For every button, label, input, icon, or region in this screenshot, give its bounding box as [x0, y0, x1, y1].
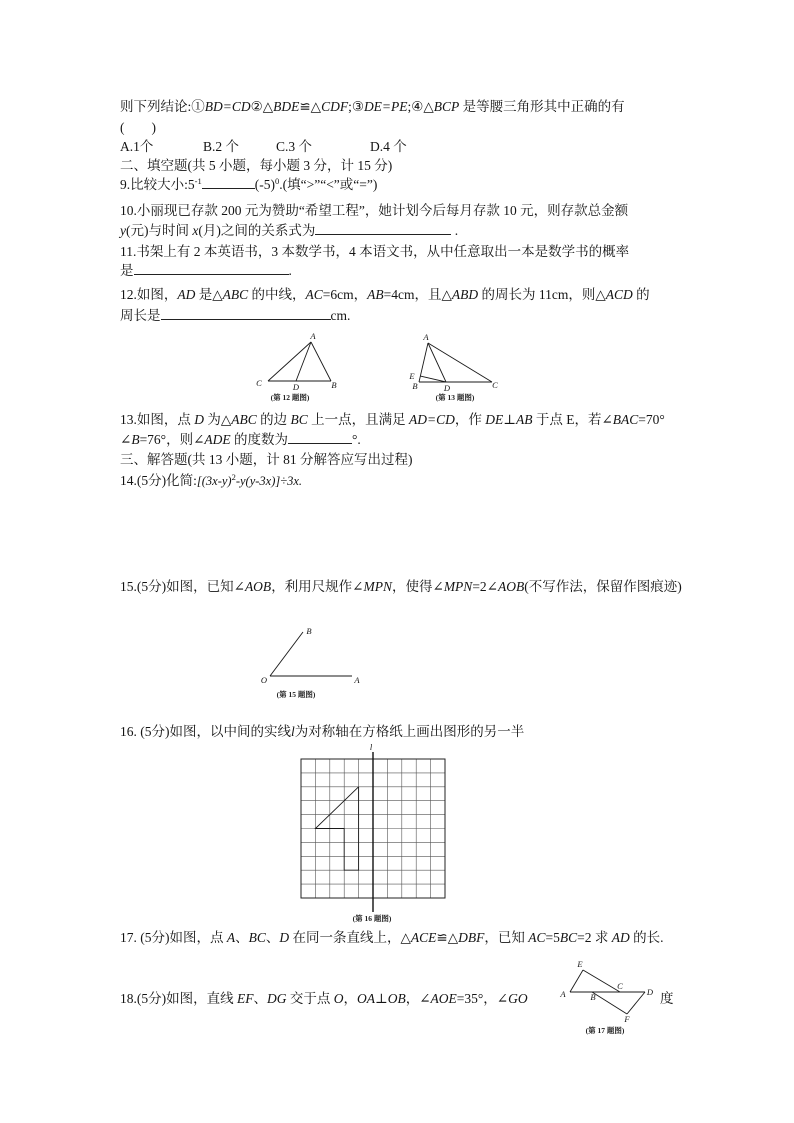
q17-text: =5	[545, 930, 560, 945]
figure-13-caption: (第 13 题图)	[435, 393, 475, 402]
segment-ab	[311, 342, 331, 381]
q14-text: 14.(5分)化简:	[120, 473, 197, 488]
q17-text: ≌△	[436, 930, 459, 945]
point-label-c: C	[256, 378, 262, 388]
q17-math: AD	[611, 930, 630, 945]
q18-text: 、	[253, 991, 267, 1006]
q12-text: =4cm，且△	[383, 287, 452, 302]
q9-text: .(填“>”“<”或“=”)	[279, 177, 378, 192]
figure-17-caption: (第 17 题图)	[585, 1026, 625, 1035]
figure-15-angle	[250, 622, 370, 702]
question-11-line-2	[120, 262, 292, 279]
question-10-line-2	[120, 222, 458, 239]
point-label-d: D	[443, 383, 451, 393]
q12-text: 是△	[195, 287, 223, 302]
q8-option-c: C.3 个	[276, 139, 313, 154]
q10-text: .	[451, 223, 459, 238]
segment-ac	[268, 342, 311, 381]
q9-answer-blank	[202, 177, 255, 189]
q15-text: 15.(5分)如图，已知∠	[120, 579, 245, 594]
point-label-b: B	[331, 380, 337, 390]
q8-text: ;④△	[407, 99, 434, 114]
q8-math: BD=CD	[204, 99, 251, 114]
question-8-stem	[120, 98, 625, 115]
q17-text: 、	[235, 930, 249, 945]
q16-text: 为对称轴在方格纸上画出图形的另一半	[294, 724, 525, 739]
q13-text: ∠	[120, 432, 132, 447]
q17-math: BC	[559, 930, 578, 945]
q8-math: BDE	[273, 99, 300, 114]
q8-options	[120, 138, 420, 155]
q18-text: 18.(5分)如图，直线	[120, 991, 237, 1006]
q8-text: 则下列结论:①	[120, 99, 205, 114]
point-label-c: C	[492, 380, 498, 390]
q13-math: AD=CD	[409, 412, 455, 427]
figure-17-congruent-triangles	[550, 955, 665, 1037]
q13-text: =76°，则∠	[139, 432, 205, 447]
q17-text: 的长.	[629, 930, 664, 945]
q17-math: BC	[248, 930, 266, 945]
q13-answer-blank	[288, 432, 352, 444]
q8-text: ≌△	[299, 99, 322, 114]
question-17	[120, 929, 664, 946]
q14-expression: [(3x-y)	[196, 474, 232, 488]
q9-exponent: 0	[274, 176, 280, 186]
q18-text: 交于点	[286, 991, 334, 1006]
q12-text: 12.如图，	[120, 287, 178, 302]
question-13-line-1	[120, 411, 665, 428]
point-label-a: A	[423, 332, 429, 342]
point-label-e: E	[577, 959, 583, 969]
figure-16-caption: (第 16 题图)	[352, 914, 392, 923]
q8-option-a: A.1个	[120, 139, 154, 154]
question-12-line-2	[120, 307, 350, 324]
q12-text: cm.	[330, 308, 351, 323]
figure-15-caption: (第 15 题图)	[276, 690, 316, 699]
q11-text: 是	[120, 263, 134, 278]
q15-math: AOB	[498, 579, 525, 594]
q10-math: x	[192, 223, 199, 238]
question-13-line-2	[120, 431, 361, 448]
q12-text: 的中线，	[248, 287, 306, 302]
q9-text: (-5)	[254, 177, 275, 192]
q17-text: =2 求	[577, 930, 612, 945]
q17-math: D	[279, 930, 290, 945]
q12-text: 周长是	[120, 308, 161, 323]
q12-math: AD	[177, 287, 196, 302]
q15-text: ，利用尺规作∠	[271, 579, 364, 594]
section-2-heading: 二、填空题(共 5 小题，每小题 3 分，计 15 分)	[120, 158, 393, 173]
q9-exponent: -1	[194, 176, 202, 186]
point-label-c: C	[617, 981, 623, 991]
q15-text: =2∠	[472, 579, 498, 594]
q17-math: DBF	[458, 930, 485, 945]
q14-expression: -y(y-3x)]÷3x.	[235, 474, 303, 488]
q18-text: ⊥	[375, 991, 388, 1006]
q10-text: (月)之间的关系式为	[198, 223, 316, 238]
q15-math: AOB	[244, 579, 272, 594]
question-11-line-1: 11.书架上有 2 本英语书，3 本数学书，4 本语文书，从中任意取出一本是数学书的概率	[120, 244, 630, 259]
q13-text: 于点 E，若∠	[532, 412, 613, 427]
q10-math: y	[120, 223, 126, 238]
q12-text: 的	[632, 287, 650, 302]
point-label-b: B	[412, 381, 418, 391]
q18-math: AOE	[430, 991, 457, 1006]
point-label-b: B	[590, 992, 596, 1002]
question-15	[120, 578, 682, 595]
q8-answer-parentheses: ( )	[120, 120, 156, 135]
q13-text: 13.如图，点	[120, 412, 195, 427]
q13-text: 为△	[204, 412, 232, 427]
point-label-e: E	[409, 371, 415, 381]
q13-math: ABC	[231, 412, 257, 427]
figure-12-caption: (第 12 题图)	[270, 393, 310, 402]
point-label-a: A	[354, 675, 360, 685]
segment-ab	[419, 343, 428, 382]
q15-math: MPN	[363, 579, 392, 594]
q9-text: 9.比较大小:5	[120, 177, 195, 192]
q18-math: OA	[357, 991, 375, 1006]
q12-math: AC	[305, 287, 323, 302]
q8-text: ②△	[250, 99, 274, 114]
q17-math: AC	[528, 930, 546, 945]
q18-math: OB	[387, 991, 406, 1006]
point-label-f: F	[624, 1014, 630, 1024]
q11-text: .	[288, 263, 292, 278]
segment-ad	[296, 342, 311, 381]
q8-math: BCP	[433, 99, 460, 114]
figure-12-triangle	[250, 328, 350, 404]
q18-math: DG	[267, 991, 287, 1006]
q17-text: ，已知	[484, 930, 529, 945]
q14-exponent: 2	[231, 472, 236, 482]
q8-text: ;③	[348, 99, 364, 114]
point-label-b: B	[306, 626, 312, 636]
q18-math: GO	[508, 991, 528, 1006]
segment-de	[420, 376, 446, 382]
q13-math: DE⊥AB	[485, 412, 533, 427]
question-18	[120, 990, 528, 1007]
q12-text: 的周长为 11cm，则△	[478, 287, 606, 302]
segment-ae	[570, 970, 583, 992]
q17-math: ACE	[410, 930, 437, 945]
q15-text: ，使得∠	[392, 579, 444, 594]
q18-math: EF	[237, 991, 254, 1006]
question-10-line-1: 10.小丽现已存款 200 元为赞助“希望工程”，她计划今后每月存款 10 元，则存款总金额	[120, 203, 629, 218]
q16-math: l	[291, 724, 295, 739]
question-12-line-1	[120, 286, 650, 303]
point-label-d: D	[646, 987, 654, 997]
q13-text: ，作	[454, 412, 486, 427]
q11-answer-blank	[134, 263, 289, 275]
q12-text: =6cm，	[322, 287, 368, 302]
q8-text: 是等腰三角形其中正确的有	[459, 99, 625, 114]
q12-math: ABD	[451, 287, 479, 302]
q10-text: (元)与时间	[126, 223, 193, 238]
point-label-a: A	[560, 989, 566, 999]
q13-text: °.	[352, 432, 361, 447]
q17-math: A	[226, 930, 236, 945]
q8-option-b: B.2 个	[203, 139, 240, 154]
q13-math: BAC	[612, 412, 639, 427]
q10-answer-blank	[315, 223, 451, 235]
q12-math: AB	[367, 287, 384, 302]
point-label-o: O	[260, 675, 268, 685]
section-3-heading: 三、解答题(共 13 小题，计 81 分解答应写出过程)	[120, 452, 413, 467]
q13-text: 的边	[256, 412, 291, 427]
segment-ec	[583, 970, 620, 992]
question-9	[120, 176, 377, 193]
q15-text: (不写作法，保留作图痕迹)	[524, 579, 682, 594]
q8-math: CDF	[321, 99, 349, 114]
q15-math: MPN	[443, 579, 473, 594]
q13-math: B	[131, 432, 140, 447]
q17-text: 、	[265, 930, 280, 945]
q12-answer-blank	[161, 308, 331, 320]
question-14	[120, 472, 302, 490]
figure-16-grid	[295, 742, 455, 926]
segment-bf	[592, 992, 627, 1014]
q18-trailing-unit: 度	[660, 991, 674, 1006]
q13-text: 的度数为	[230, 432, 289, 447]
q18-text: ，∠	[405, 991, 431, 1006]
q18-text: ，	[343, 991, 357, 1006]
q17-text: 17. (5分)如图，点	[120, 930, 227, 945]
segment-fd	[627, 992, 645, 1014]
q13-math: BC	[290, 412, 308, 427]
point-label-a: A	[310, 331, 316, 341]
q18-math: O	[333, 991, 344, 1006]
q16-text: 16. (5分)如图，以中间的实线	[120, 724, 291, 739]
q12-math: ACD	[605, 287, 633, 302]
point-label-d: D	[292, 382, 300, 392]
q8-math: DE=PE	[363, 99, 408, 114]
axis-label-l: l	[369, 742, 373, 752]
q12-math: ABC	[222, 287, 249, 302]
q13-text: 上一点，且满足	[307, 412, 410, 427]
q8-option-d: D.4 个	[370, 139, 407, 154]
ray-ob	[270, 632, 303, 676]
question-16	[120, 723, 524, 740]
q18-text: =35°，∠	[456, 991, 509, 1006]
segment-ac	[428, 343, 492, 382]
q13-math: D	[194, 412, 204, 427]
figure-13-triangle	[405, 328, 505, 404]
q17-text: 在同一条直线上，△	[289, 930, 411, 945]
q13-math: ADE	[204, 432, 231, 447]
q13-text: =70°	[638, 412, 665, 427]
